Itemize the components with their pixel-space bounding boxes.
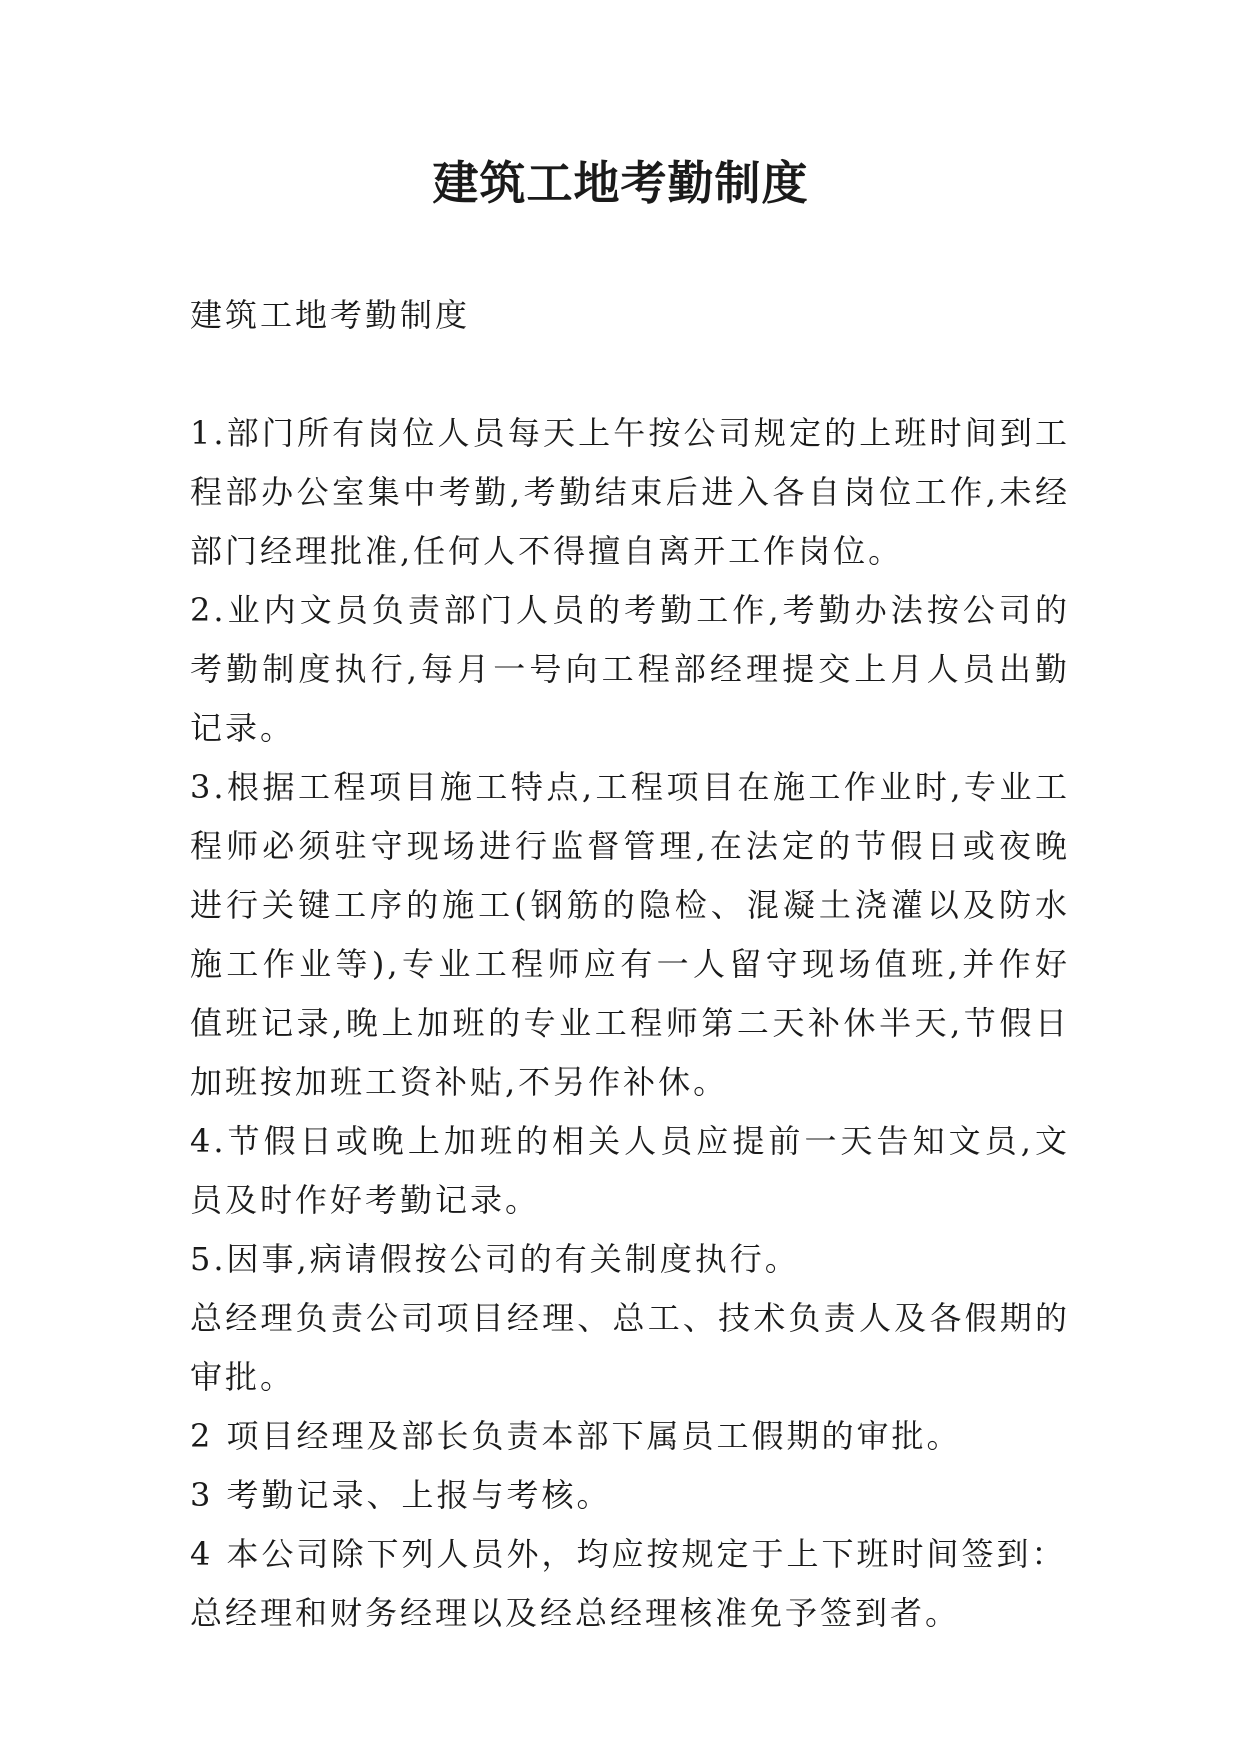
paragraph-3: 3.根据工程项目施工特点,工程项目在施工作业时,专业工程师必须驻守现场进行监督管理,在法定的节假日或夜晚进行关键工序的施工(钢筋的隐检、混凝土浇灌以及防水施工作业等),专业工程师应有一人留守现场值班,并作好值班记录,晚上加班的专业工程师第二天补休半天,节假日加班按加班工资补贴,不另作补休。 [190, 768, 1070, 1101]
paragraph-7: 2 项目经理及部长负责本部下属员工假期的审批。 [190, 1417, 962, 1455]
paragraph-6: 总经理负责公司项目经理、总工、技术负责人及各假期的审批。 [190, 1299, 1070, 1396]
paragraph-8: 3 考勤记录、上报与考核。 [190, 1476, 612, 1514]
document-title: 建筑工地考勤制度 [432, 156, 809, 210]
document-subtitle: 建筑工地考勤制度 [190, 296, 471, 334]
paragraph-2: 2.业内文员负责部门人员的考勤工作,考勤办法按公司的考勤制度执行,每月一号向工程部经理提交上月人员出勤记录。 [190, 591, 1070, 747]
paragraph-5: 5.因事,病请假按公司的有关制度执行。 [190, 1240, 800, 1278]
document-body [190, 286, 1070, 1643]
paragraph-1: 1.部门所有岗位人员每天上午按公司规定的上班时间到工程部办公室集中考勤,考勤结束后进入各自岗位工作,未经部门经理批准,任何人不得擅自离开工作岗位。 [190, 414, 1070, 570]
paragraph-9: 4 本公司除下列人员外，均应按规定于上下班时间签到： [190, 1535, 1067, 1573]
paragraph-10: 总经理和财务经理以及经总经理核准免予签到者。 [190, 1594, 961, 1632]
paragraph-4: 4.节假日或晚上加班的相关人员应提前一天告知文员,文员及时作好考勤记录。 [190, 1122, 1070, 1219]
